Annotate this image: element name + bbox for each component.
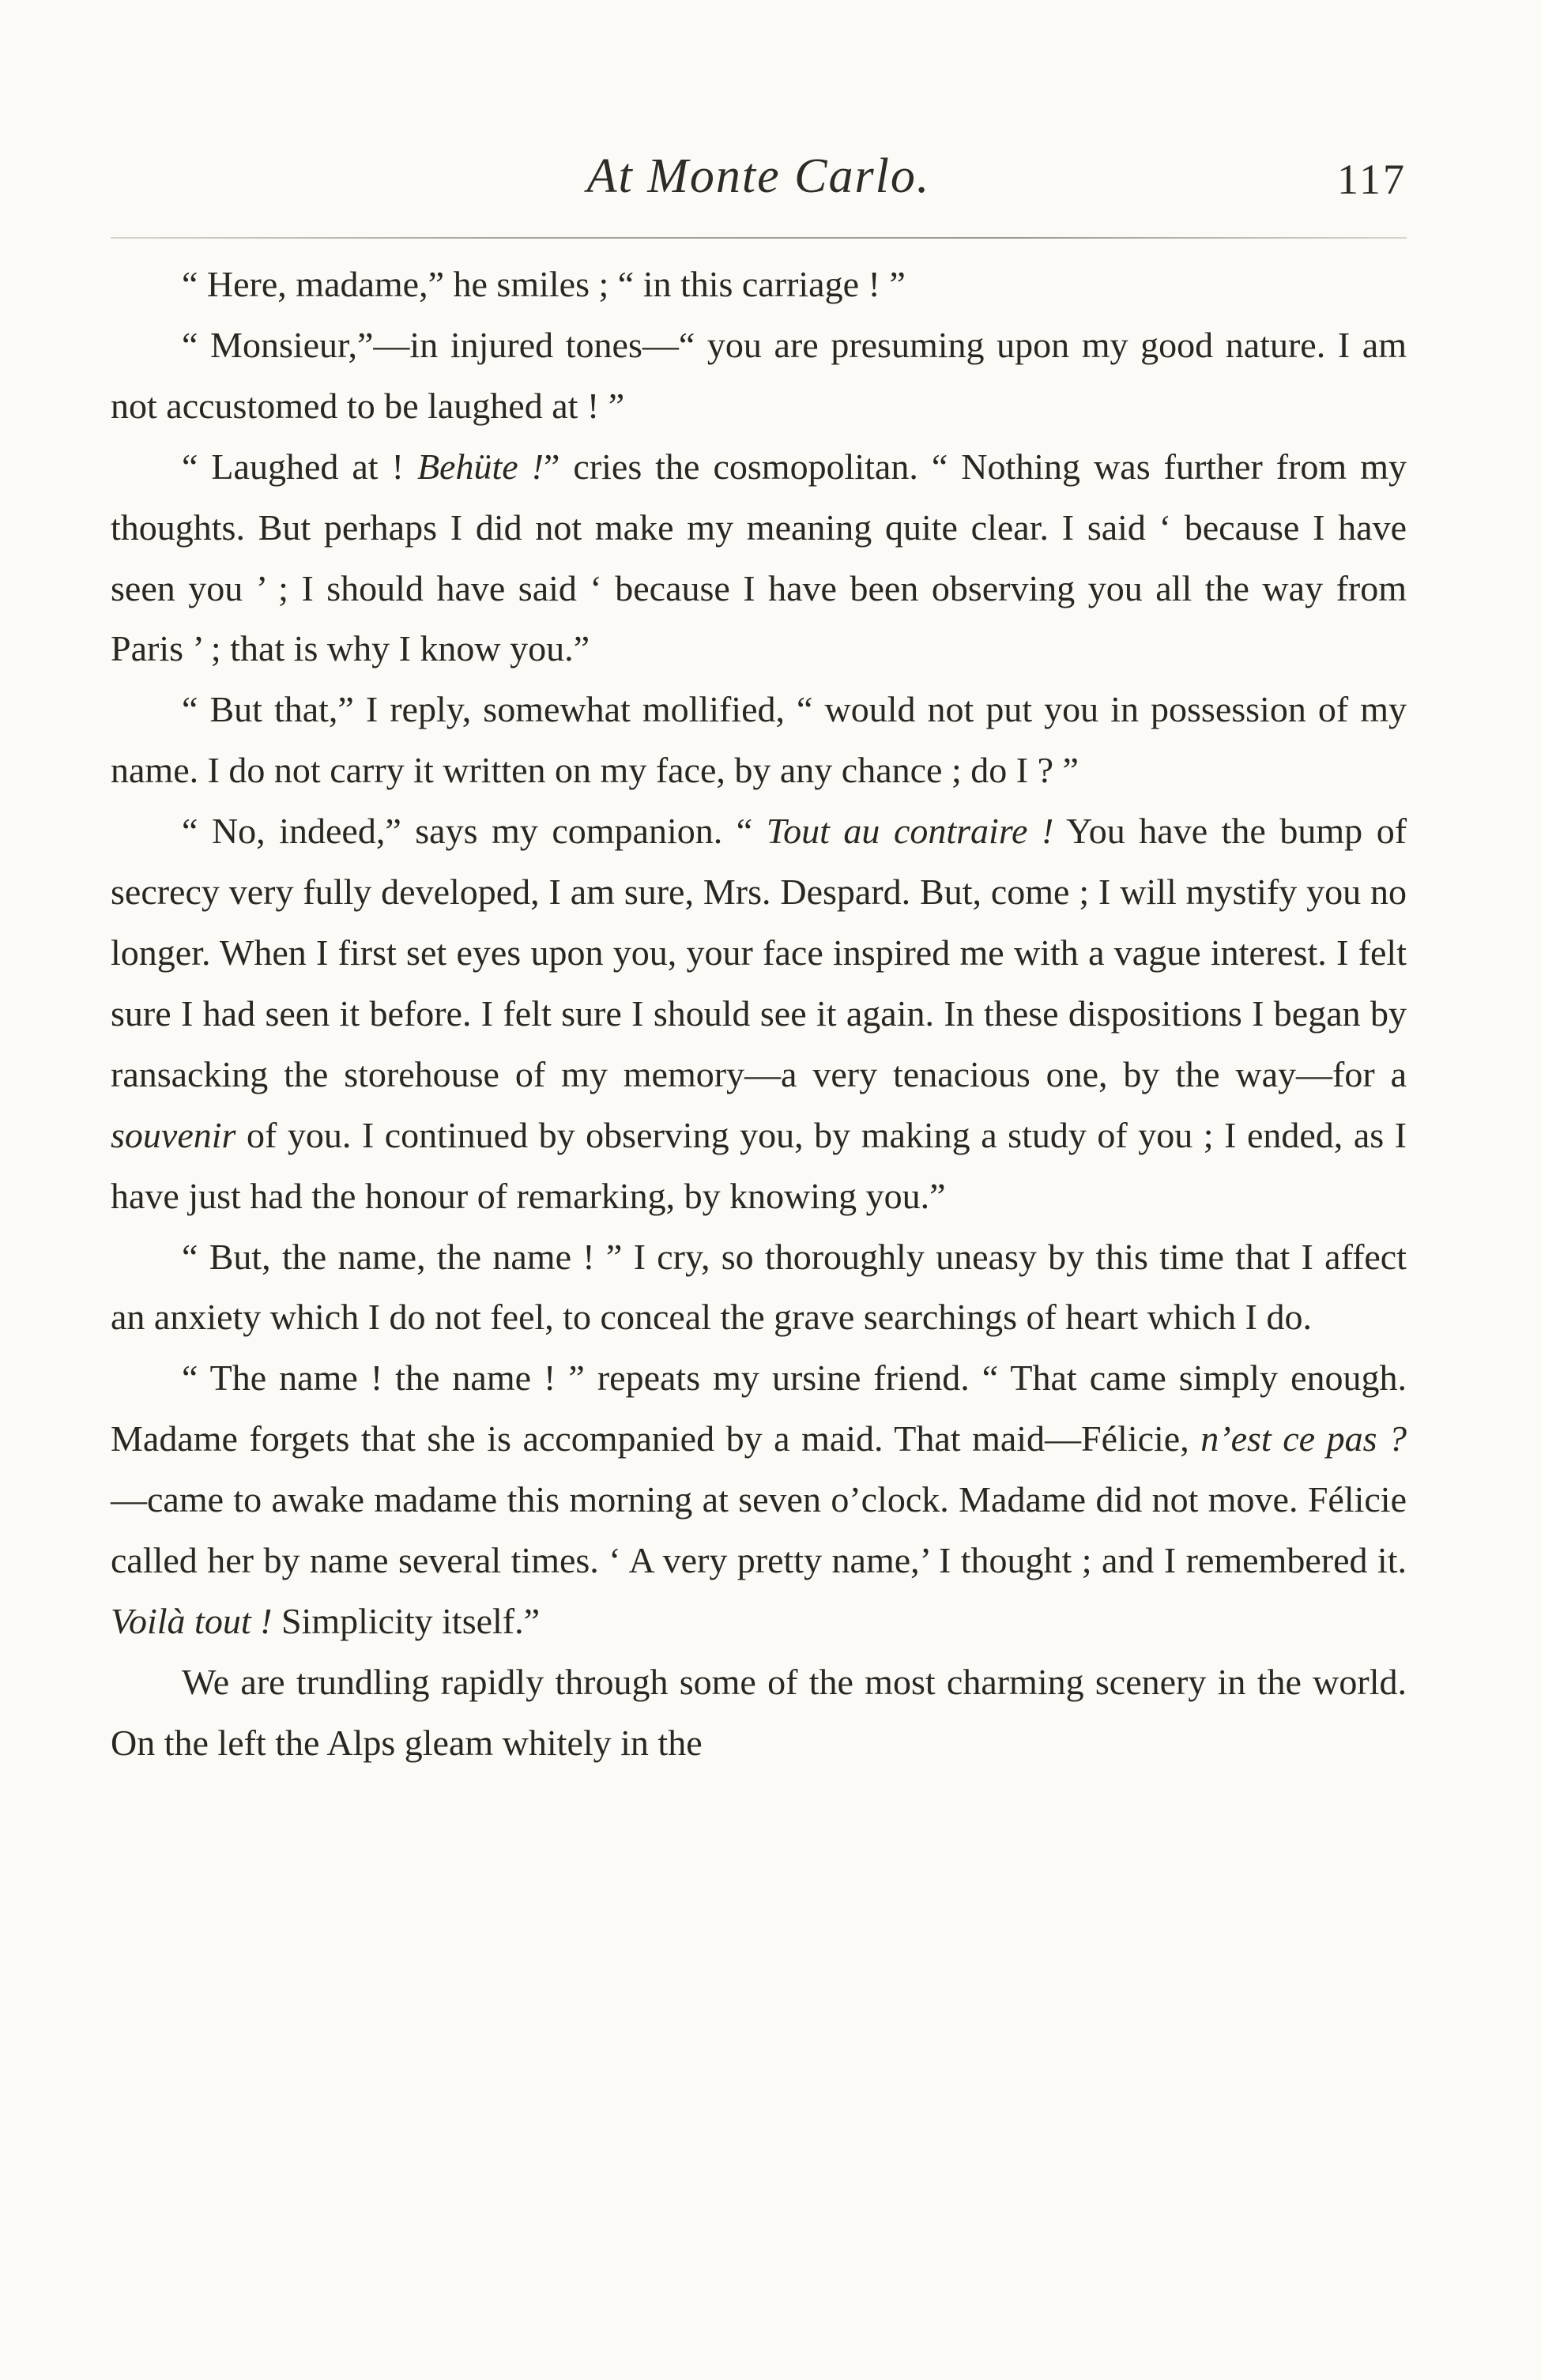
text-run: “ Monsieur,”—in injured tones—“ you are presuming upon my good nature. I am not accustomed to be laughed at ! ” [111, 324, 1407, 426]
text-run: You have the bump of secrecy very fully developed, I am sure, Mrs. Despard. But, come ; I will mystify you no longer. When I first set eyes upon you, your face inspired me with a vague interest. I felt sure I had seen it before. I felt sure I should see it again. In these dispositions I began by ransacking the storehouse of my memory—a very tenacious one, by the way—for a [111, 811, 1407, 1094]
paragraph [111, 315, 1407, 437]
italic-text: n’est ce pas ? [1200, 1418, 1407, 1459]
italic-text: Tout au contraire ! [766, 811, 1054, 852]
paragraph [111, 801, 1407, 1226]
text-run: “ The name ! the name ! ” repeats my ursine friend. “ That came simply enough. Madame forgets that she is accompanied by a maid. That maid—Félicie, [111, 1358, 1407, 1459]
paragraph [111, 1227, 1407, 1349]
text-run: of you. I continued by observing you, by making a study of you ; I ended, as I have just had the honour of remarking, by knowing you.” [111, 1114, 1407, 1216]
text-run: “ Here, madame,” he smiles ; “ in this carriage ! ” [182, 264, 906, 304]
running-head [111, 149, 1407, 220]
text-run: “ Laughed at ! [182, 446, 417, 487]
paragraph [111, 437, 1407, 680]
paragraph [111, 1652, 1407, 1774]
paragraph [111, 254, 1407, 315]
paragraph [111, 1348, 1407, 1652]
text-run: We are trundling rapidly through some of the most charming scenery in the world. On the left the Alps gleam whitely in the [111, 1661, 1407, 1763]
text-run: “ But that,” I reply, somewhat mollified, “ would not put you in possession of my name. I do not carry it written on my face, by any chance ; do I ? ” [111, 689, 1407, 791]
text-run: “ But, the name, the name ! ” I cry, so thoroughly uneasy by this time that I affect an anxiety which I do not feel, to conceal the grave searchings of heart which I do. [111, 1236, 1407, 1338]
header-rule [111, 237, 1407, 239]
body-text [111, 254, 1407, 1774]
italic-text: Behüte ! [416, 446, 544, 487]
page-number: 117 [1337, 156, 1407, 203]
paragraph [111, 680, 1407, 801]
text-run: ” cries the cosmopolitan. “ Nothing was further from my thoughts. But perhaps I did not make my meaning quite clear. I said ‘ because I have seen you ’ ; I should have said ‘ because I have been observing you all the way from Paris ’ ; that is why I know you.” [111, 446, 1407, 669]
running-title: At Monte Carlo. [586, 149, 931, 203]
text-run: “ No, indeed,” says my companion. “ [182, 811, 767, 852]
text-run: —came to awake madame this morning at seven o’clock. Madame did not move. Félicie called her by name several times. ‘ A very pretty name,’ I thought ; and I remembered it. [111, 1479, 1407, 1581]
italic-text: souvenir [111, 1114, 236, 1155]
text-run: Simplicity itself.” [272, 1600, 541, 1641]
italic-text: Voilà tout ! [111, 1600, 273, 1641]
